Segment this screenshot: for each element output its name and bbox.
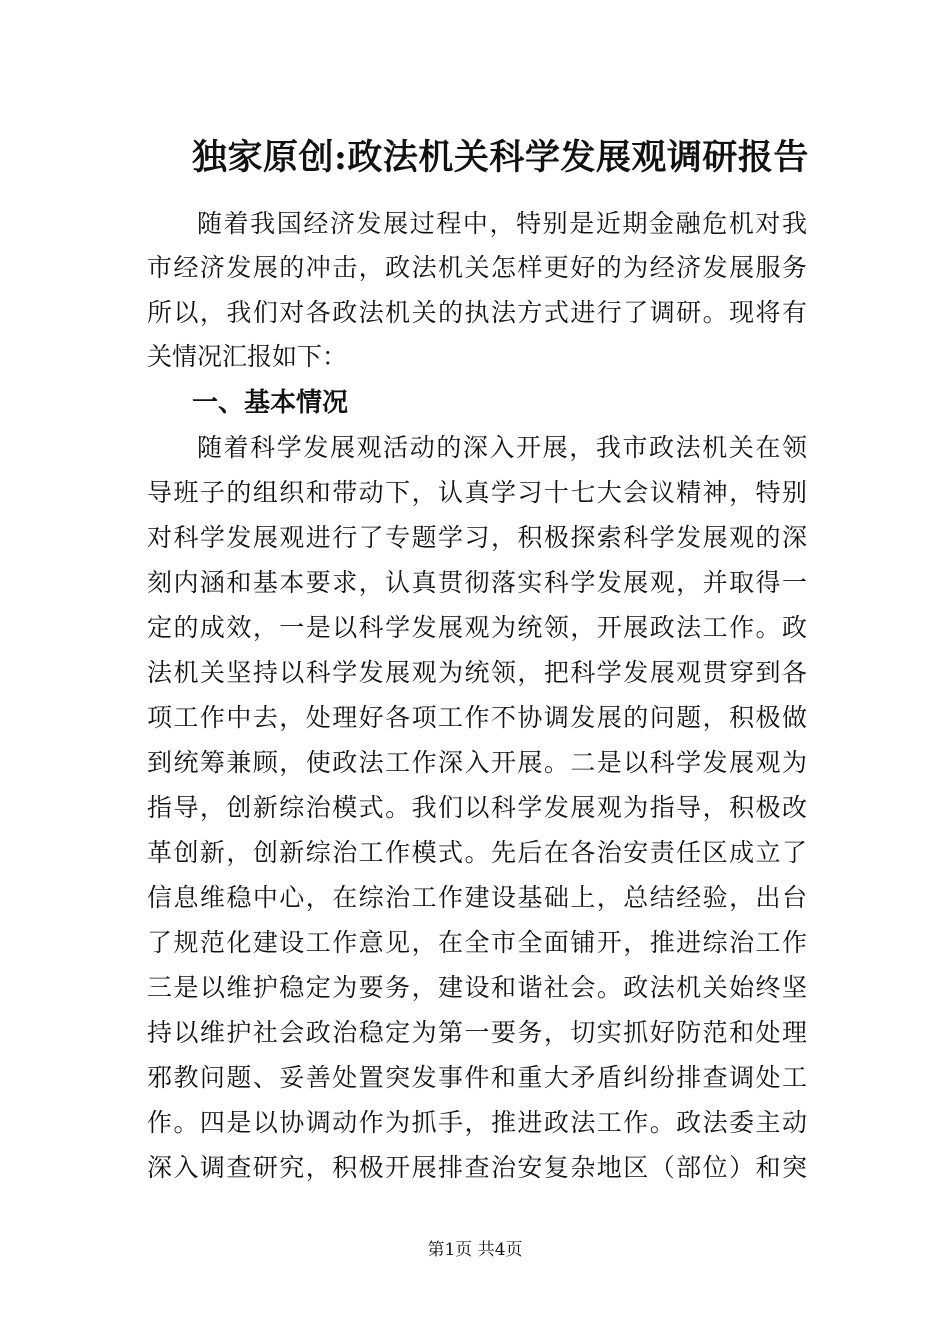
body-line-14: 持以维护社会政治稳定为第一要务，切实抓好防范和处理 [147, 1018, 807, 1047]
body-line-1: 随着科学发展观活动的深入开展，我市政法机关在领 [197, 433, 807, 462]
body-line-4: 刻内涵和基本要求，认真贯彻落实科学发展观，并取得一 [147, 568, 807, 597]
body-line-17: 深入调查研究，积极开展排查治安复杂地区（部位）和突 [147, 1153, 807, 1182]
body-line-15: 邪教问题、妥善处置突发事件和重大矛盾纠纷排查调处工 [147, 1063, 807, 1092]
intro-line-4: 关情况汇报如下： [147, 342, 348, 371]
body-line-16: 作。四是以协调动作为抓手，推进政法工作。政法委主动 [147, 1108, 807, 1137]
body-line-7: 项工作中去，处理好各项工作不协调发展的问题，积极做 [147, 703, 807, 732]
body-line-3: 对科学发展观进行了专题学习，积极探索科学发展观的深 [147, 523, 807, 552]
body-line-9: 指导，创新综治模式。我们以科学发展观为指导，积极改 [147, 793, 807, 822]
body-line-2: 导班子的组织和带动下，认真学习十七大会议精神，特别 [147, 478, 807, 507]
body-line-5: 定的成效，一是以科学发展观为统领，开展政法工作。政 [147, 613, 807, 642]
page-footer: 第1页 共4页 [427, 1240, 523, 1260]
document-title: 独家原创:政法机关科学发展观调研报告 [192, 137, 809, 178]
body-line-11: 信息维稳中心，在综治工作建设基础上，总结经验，出台 [147, 883, 807, 912]
body-line-12: 了规范化建设工作意见，在全市全面铺开，推进综治工作 [147, 928, 807, 957]
body-line-6: 法机关坚持以科学发展观为统领，把科学发展观贯穿到各 [147, 658, 807, 687]
intro-line-1: 随着我国经济发展过程中，特别是近期金融危机对我 [197, 209, 807, 238]
intro-line-2: 市经济发展的冲击，政法机关怎样更好的为经济发展服务 [147, 253, 807, 282]
body-line-13: 三是以维护稳定为要务，建设和谐社会。政法机关始终坚 [147, 973, 807, 1002]
body-line-8: 到统筹兼顾，使政法工作深入开展。二是以科学发展观为 [147, 748, 807, 777]
intro-line-3: 所以，我们对各政法机关的执法方式进行了调研。现将有 [147, 298, 807, 327]
section-heading: 一、基本情况 [192, 388, 349, 418]
body-line-10: 革创新，创新综治工作模式。先后在各治安责任区成立了 [147, 838, 807, 867]
